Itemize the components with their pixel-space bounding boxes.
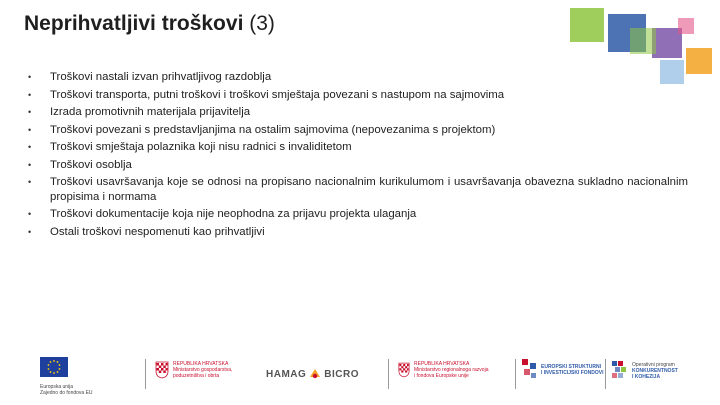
eu-caption-2: Zajedno do fondova EU	[40, 390, 93, 396]
deco-square-pink	[678, 18, 694, 34]
ministry2-line2: Ministarstvo regionalnoga razvoja	[414, 367, 489, 373]
deco-square-purple	[652, 28, 682, 58]
deco-square-green-mid	[630, 28, 656, 54]
hamag-bicro-logo	[266, 367, 359, 381]
ministry2-line1: REPUBLIKA HRVATSKA	[414, 361, 470, 367]
op-mark-icon	[612, 361, 628, 381]
hamag-bicro-mark-icon	[308, 367, 322, 381]
esif-mark-icon	[522, 359, 538, 381]
ministry-economy-logo	[155, 361, 232, 379]
croatian-coat-of-arms-icon	[155, 361, 169, 379]
bullet-item: • Izrada promotivnih materijala prijavitelja	[28, 105, 688, 120]
bullet-item: • Ostali troškovi nespomenuti kao prihvatljivi	[28, 225, 688, 240]
page-title	[24, 12, 275, 36]
bullet-item: • Troškovi transporta, putni troškovi i troškovi smještaja povezani s nastupom na sajmovima	[28, 88, 688, 103]
bullet-item: • Troškovi nastali izvan prihvatljivog razdoblja	[28, 70, 688, 85]
ministry-regional-logo	[398, 361, 488, 379]
title-suffix: (3)	[249, 12, 275, 35]
separator	[388, 359, 389, 389]
bullet-list	[28, 70, 688, 242]
op-line3: I KOHEZIJA	[632, 374, 661, 380]
bullet-item: • Troškovi dokumentacije koja nije neophodna za prijavu projekta ulaganja	[28, 207, 688, 222]
separator	[145, 359, 146, 389]
esif-line1: EUROPSKI STRUKTURNI	[541, 364, 602, 370]
ministry1-line2: Ministarstvo gospodarstva,	[173, 367, 233, 373]
bullet-item: • Troškovi smještaja polaznika koji nisu radnici s invaliditetom	[28, 140, 688, 155]
eu-logo	[40, 357, 93, 396]
op-line1: Operativni program	[632, 362, 675, 368]
eu-flag-icon	[40, 357, 68, 377]
separator	[515, 359, 516, 389]
title-main: Neprihvatljivi troškovi	[24, 12, 244, 35]
bullet-item: • Troškovi osoblja	[28, 158, 688, 173]
bicro-text: BICRO	[324, 368, 360, 380]
separator	[605, 359, 606, 389]
op-logo	[612, 361, 678, 381]
ministry2-line3: i fondova Europske unije	[414, 373, 469, 379]
croatian-coat-of-arms-icon	[398, 362, 410, 378]
deco-square-orange	[686, 48, 712, 74]
op-line2: KONKURENTNOST	[632, 368, 678, 374]
bullet-item: • Troškovi usavršavanja koje se odnosi na propisano nacionalnim kurikulumom i usavršavanja obavezna sukladno nacionalnim propisima i normama	[28, 175, 688, 204]
bullet-item: • Troškovi povezani s predstavljanjima na ostalim sajmovima (nepovezanima s projektom)	[28, 123, 688, 138]
esif-line2: I INVESTICIJSKI FONDOVI	[541, 370, 604, 376]
footer-logos	[0, 345, 720, 405]
eu-caption-1: Europska unija	[40, 384, 74, 390]
ministry1-line3: poduzetništva i obrta	[173, 373, 220, 379]
ministry1-line1: REPUBLIKA HRVATSKA	[173, 361, 229, 367]
deco-square-green-top	[570, 8, 604, 42]
hamag-text: HAMAG	[266, 368, 307, 380]
esif-logo	[522, 359, 604, 381]
